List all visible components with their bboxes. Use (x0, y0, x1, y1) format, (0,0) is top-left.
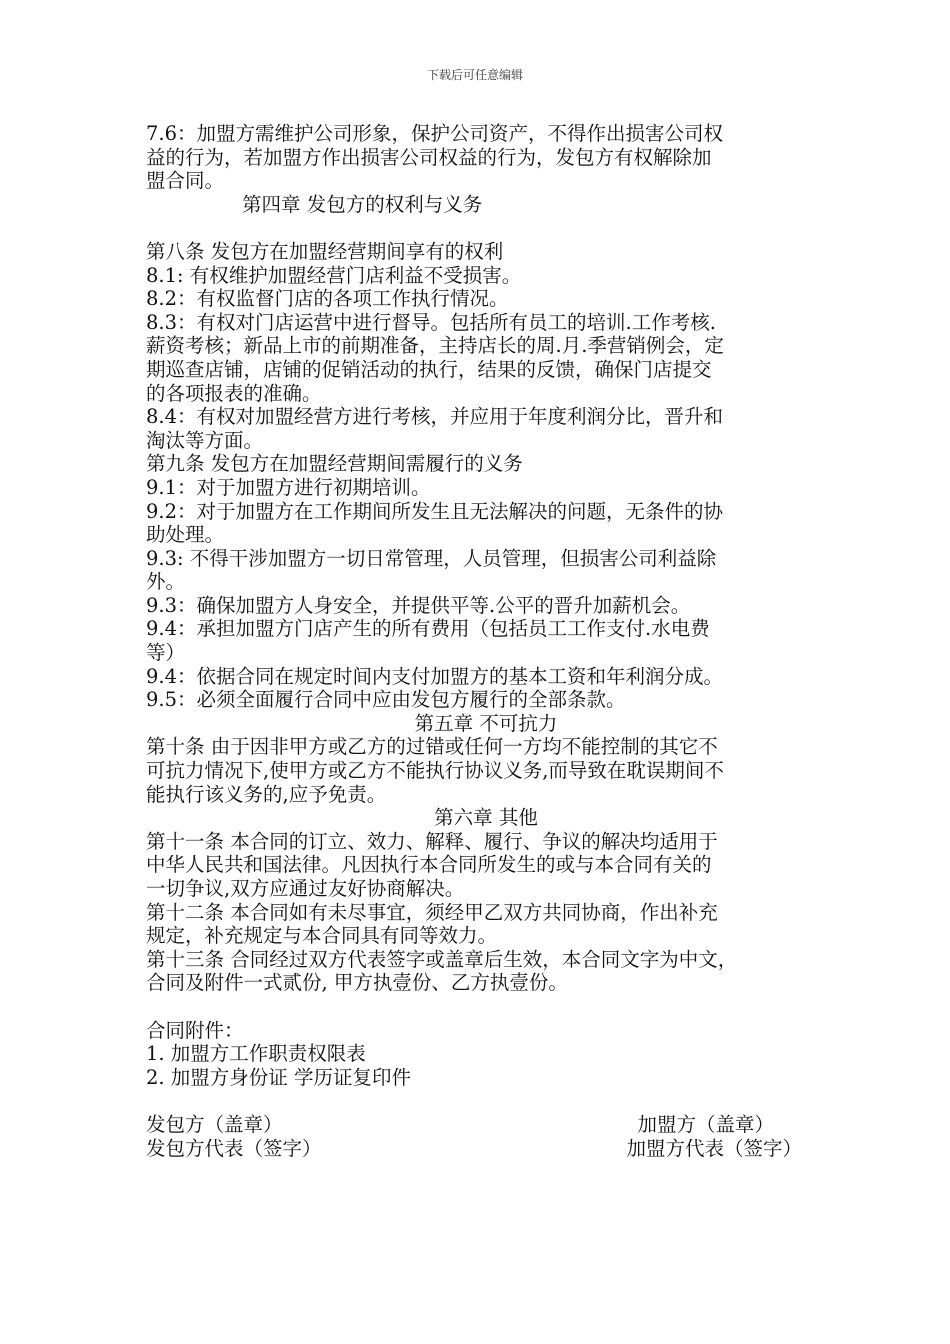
spacer (146, 995, 826, 1019)
article-8-line: 8.4：有权对加盟经营方进行考核，并应用于年度利润分比，晋升和 (146, 405, 724, 429)
article-8-line: 8.1: 有权维护加盟经营门店利益不受损害。 (146, 263, 522, 287)
franchisee-stamp-label: 加盟方（盖章） (637, 1112, 774, 1136)
clause-7-6-line-3: 盟合同。 (146, 169, 225, 193)
attachment-item: 1. 加盟方工作职责权限表 (146, 1042, 366, 1066)
article-9-line: 外。 (146, 570, 186, 594)
attachment-item: 2. 加盟方身份证 学历证复印件 (146, 1065, 412, 1089)
chapter-5-line: 第十条 由于因非甲方或乙方的过错或任何一方均不能控制的其它不 (146, 735, 718, 759)
contractor-stamp-label: 发包方（盖章） (146, 1112, 283, 1136)
chapter-6-line: 一切争议,双方应通过友好协商解决。 (146, 877, 465, 900)
attachments-title: 合同附件： (146, 1018, 244, 1042)
article-9-line: 9.1：对于加盟方进行初期培训。 (146, 475, 431, 499)
chapter-4-heading: 第四章 发包方的权利与义务 (242, 192, 483, 216)
article-8-line: 的各项报表的准确。 (146, 381, 322, 405)
article-9-line: 9.3: 不得干涉加盟方一切日常管理，人员管理，但损害公司利益除 (146, 546, 717, 570)
chapter-6-line: 第十一条 本合同的订立、效力、解释、履行、争议的解决均适用于 (146, 829, 718, 853)
signature-stamp-row (146, 1113, 826, 1137)
spacer (146, 1089, 826, 1113)
clause-7-6-line-2: 益的行为，若加盟方作出损害公司权益的行为，发包方有权解除加 (146, 145, 712, 169)
chapter-6-line: 第十二条 本合同如有未尽事宜，须经甲乙双方共同协商，作出补充 (146, 900, 718, 924)
article-8-line: 8.3：有权对门店运营中进行督导。包括所有员工的培训.工作考核. (146, 310, 716, 334)
article-9-title: 第九条 发包方在加盟经营期间需履行的义务 (146, 452, 523, 476)
contractor-rep-label: 发包方代表（签字） (146, 1136, 322, 1160)
signature-rep-row (146, 1137, 826, 1161)
page-header-note: 下载后可任意编辑 (426, 68, 523, 82)
chapter-6-line: 规定，补充规定与本合同具有同等效力。 (146, 924, 498, 948)
article-9-line: 助处理。 (146, 523, 225, 547)
clause-7-6-line-1: 7.6：加盟方需维护公司形象，保护公司资产，不得作出损害公司权 (146, 122, 724, 145)
chapter-6-line: 第十三条 合同经过双方代表签字或盖章后生效，本合同文字为中文， (146, 947, 738, 971)
article-9-line: 9.3：确保加盟方人身安全，并提供平等.公平的晋升加薪机会。 (146, 593, 691, 617)
chapter-6-line: 合同及附件一式贰份, 甲方执壹份、乙方执壹份。 (146, 971, 568, 995)
article-9-line: 等） (146, 641, 186, 665)
chapter-5-line: 可抗力情况下,使甲方或乙方不能执行协议义务,而导致在耽误期间不 (146, 759, 724, 783)
article-9-line: 9.4：依据合同在规定时间内支付加盟方的基本工资和年利润分成。 (146, 664, 724, 688)
article-8-line: 期巡查店铺，店铺的促销活动的执行，结果的反馈，确保门店提交 (146, 357, 712, 381)
franchisee-rep-label: 加盟方代表（签字） (626, 1136, 802, 1160)
article-8-line: 8.2：有权监督门店的各项工作执行情况。 (146, 287, 509, 311)
chapter-5-heading: 第五章 不可抗力 (414, 711, 558, 735)
article-8-line: 薪资考核；新品上市的前期准备，主持店长的周.月.季营销例会，定 (146, 334, 724, 358)
article-9-line: 9.4：承担加盟方门店产生的所有费用（包括员工工作支付.水电费 (146, 617, 710, 641)
chapter-5-line: 能执行该义务的,应予免责。 (146, 782, 387, 806)
chapter-6-line: 中华人民共和国法律。凡因执行本合同所发生的或与本合同有关的 (146, 853, 712, 877)
article-8-line: 淘汰等方面。 (146, 428, 264, 452)
article-8-title: 第八条 发包方在加盟经营期间享有的权利 (146, 239, 504, 263)
document-body (146, 122, 826, 1160)
article-9-line: 9.2：对于加盟方在工作期间所发生且无法解决的问题，无条件的协 (146, 499, 724, 523)
chapter-6-heading: 第六章 其他 (434, 806, 538, 830)
article-9-line: 9.5：必须全面履行合同中应由发包方履行的全部条款。 (146, 688, 626, 712)
